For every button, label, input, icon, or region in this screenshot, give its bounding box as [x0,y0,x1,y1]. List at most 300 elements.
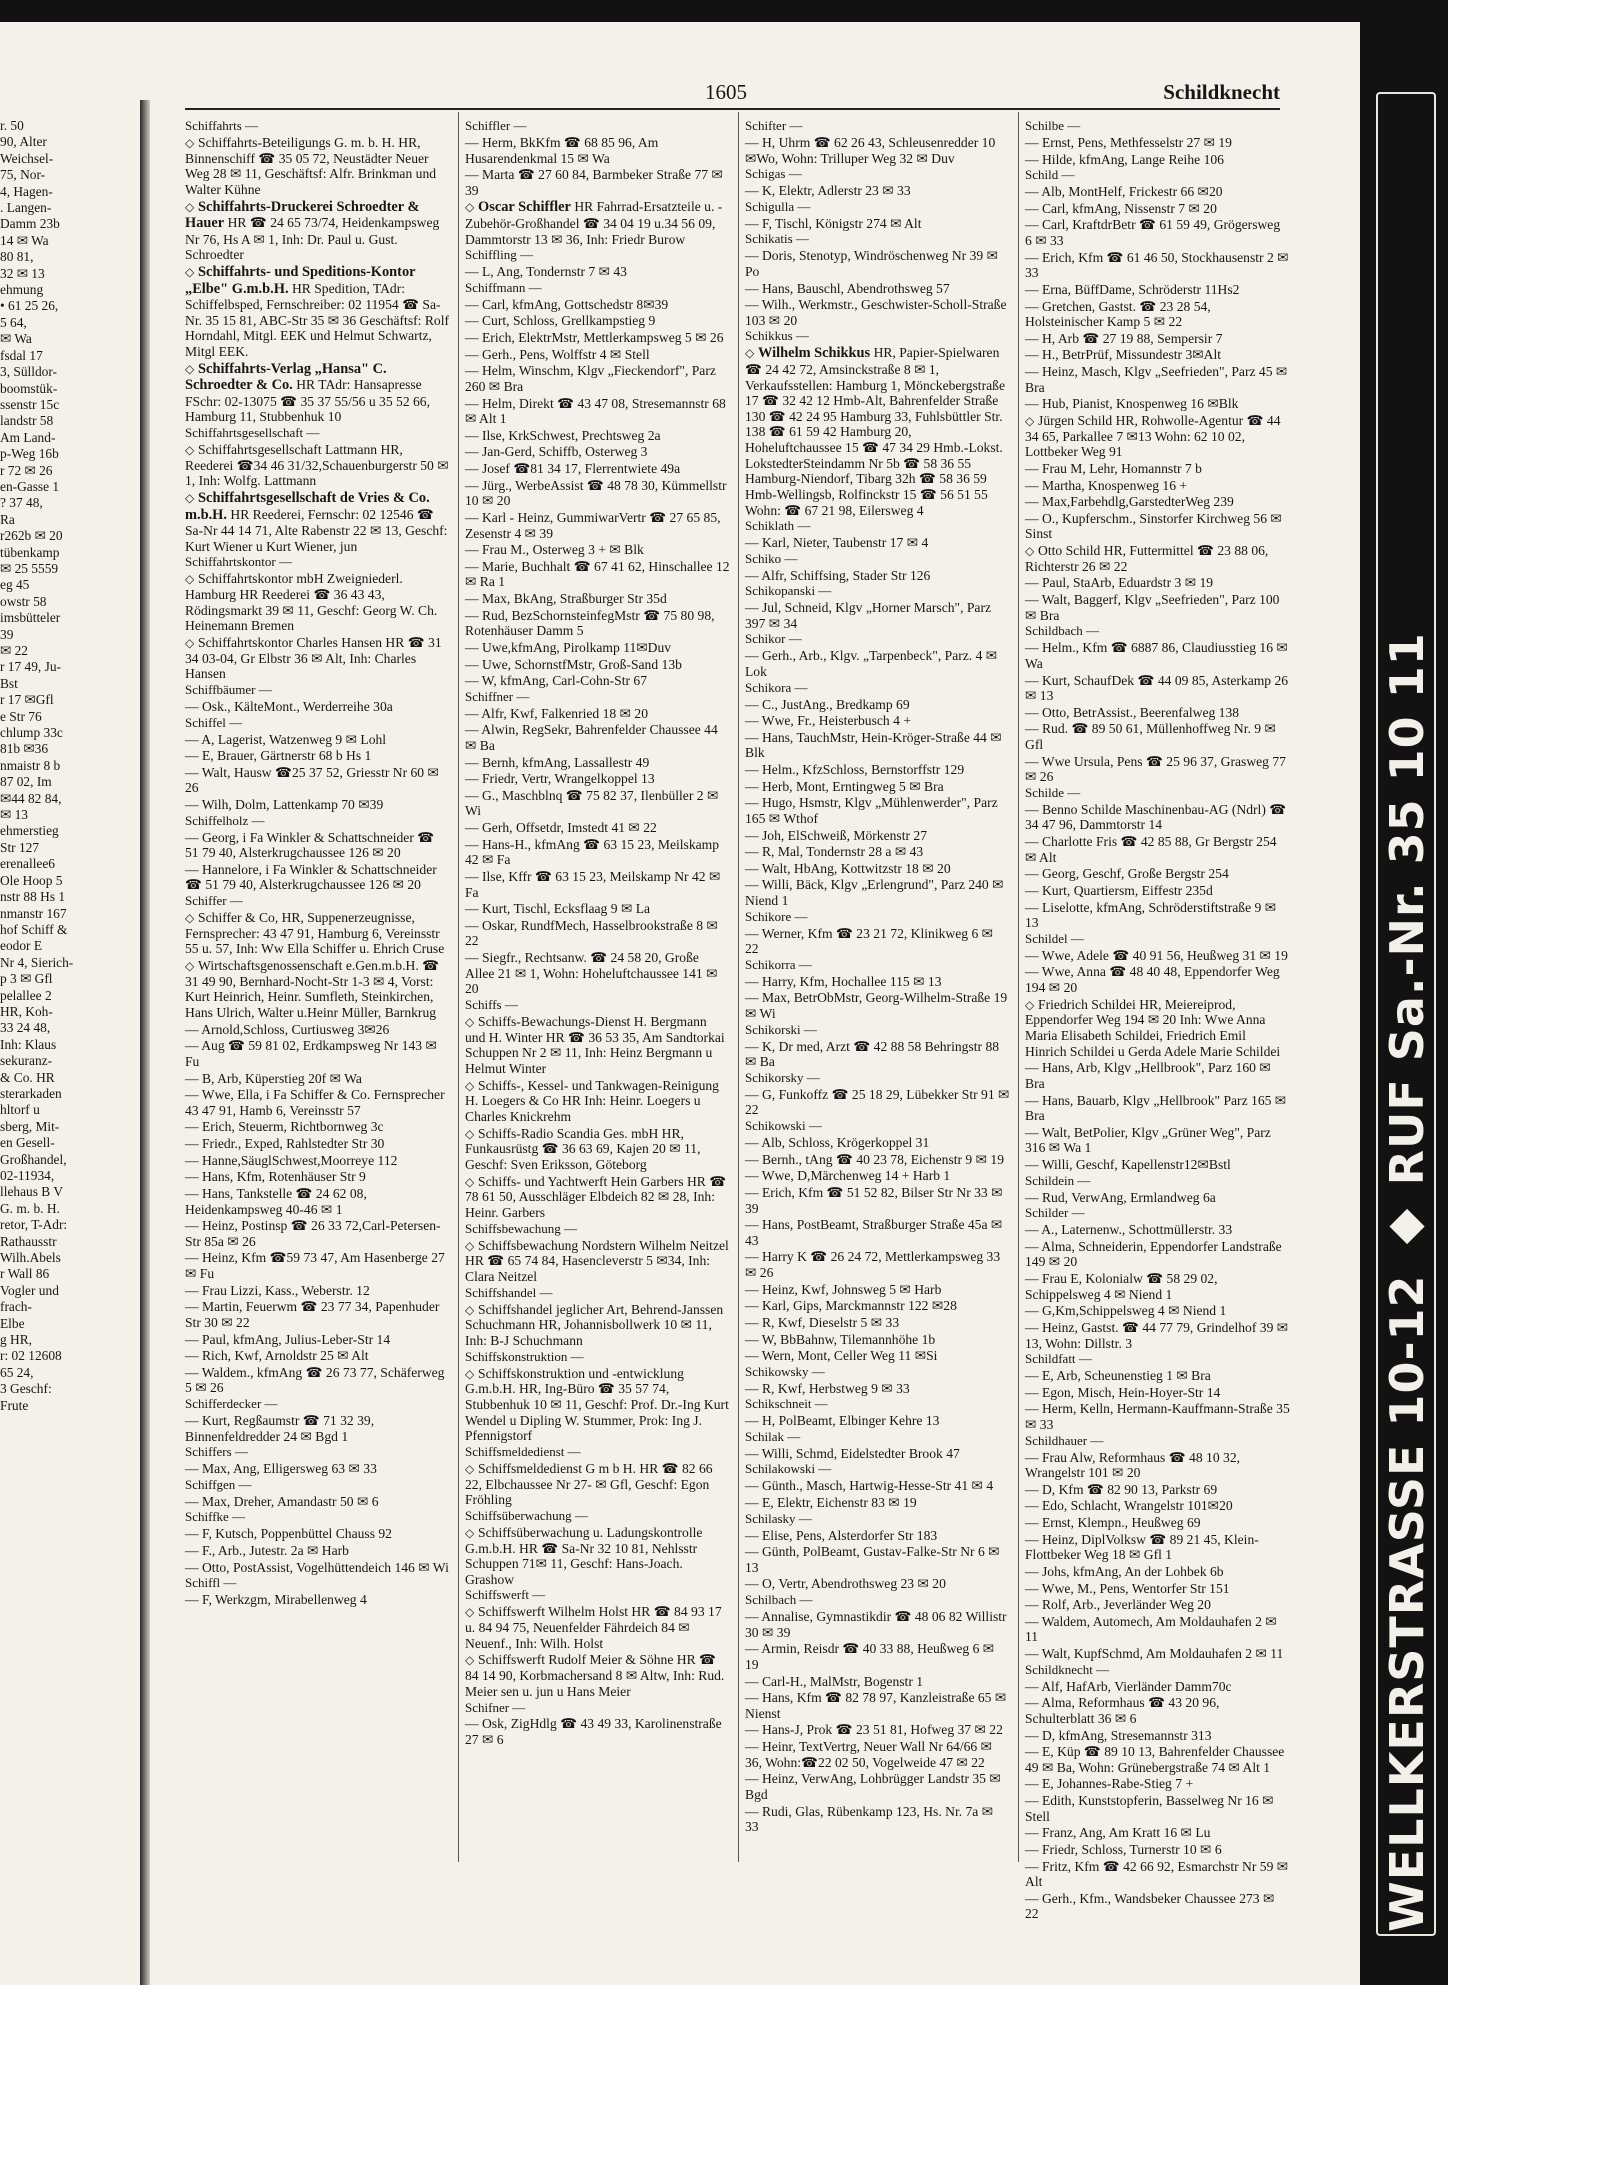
entry-text: — Ilse, KrkSchwest, Prechtsweg 2a [465,427,661,443]
directory-entry [185,1218,450,1249]
edge-fragment: e Str 76 [0,708,42,724]
business-entry [465,1461,730,1508]
directory-entry [745,1348,1010,1364]
directory-entry [745,1217,1010,1248]
directory-entry [1025,1125,1290,1156]
entry-text: — Oskar, RundfMech, Hasselbrookstraße 8 ✉ 22 [465,917,718,949]
edge-fragment: Inh: Klaus [0,1036,57,1052]
entry-text: — G,Km,Schippelsweg 4 ✉ Niend 1 [1025,1303,1227,1319]
entry-text: — Frau Alw, Reformhaus ☎ 48 10 32, Wrangelstr 101 ✉ 20 [1025,1449,1241,1481]
business-entry [185,635,450,682]
directory-entry [1025,1093,1290,1124]
edge-fragment: 14 ✉ Wa [0,232,49,248]
entry-text: — Max, Ang, Elligersweg 63 ✉ 33 [185,1461,377,1477]
entry-text: Schiffsbewachung Nordstern Wilhelm Neitzel HR ☎ 65 74 84, Hasencleverstr 5 ✉34, Inh: Clara Neitzel [465,1237,729,1285]
edge-fragment: ✉ 13 [0,807,28,823]
entry-text: — A, Lagerist, Watzenweg 9 ✉ Lohl [185,731,387,747]
directory-column-1 [185,118,450,1948]
directory-entry [185,1461,450,1477]
directory-entry [185,1413,450,1444]
edge-fragment: Ole Hoop 5 [0,872,63,888]
entry-text: — Herb, Mont, Erntingweg 5 ✉ Bra [745,778,944,794]
directory-entry [745,779,1010,795]
directory-entry [465,559,730,590]
entry-text: — Max,Farbehdlg,GarstedterWeg 239 [1025,494,1234,510]
diamond-icon: ◇ [185,635,199,650]
directory-entry [465,363,730,394]
entry-text: — Gerh., Pens, Wolffstr 4 ✉ Stell [465,346,650,362]
entry-text: — Paul, StaArb, Eduardstr 3 ✉ 19 [1025,575,1214,591]
entry-text: — Carl, kfmAng, Gottschedstr 8✉39 [465,296,669,312]
directory-entry [1025,1744,1290,1775]
entry-text: Schiffs-, Kessel- und Tankwagen-Reinigung H. Loegers & Co HR Inh: Heinr. Loegers u Charles Knickrehm [465,1077,719,1124]
entry-text: Schilak — [745,1428,801,1444]
diamond-icon: ◇ [465,1525,479,1540]
edge-fragment: . Langen- [0,200,52,216]
directory-entry [465,313,730,329]
edge-fragment: r 17 49, Ju- [0,659,61,675]
entry-text: — Ilse, Kffr ☎ 63 15 23, Meilskamp Nr 42 ✉ Fa [465,868,721,900]
directory-entry [1025,461,1290,477]
entry-text: — Hans, Kfm, Rotenhäuser Str 9 [185,1169,366,1185]
edge-fragment: nmaistr 8 b [0,757,61,773]
entry-text: — Wwe, Ella, i Fa Schiffer & Co. Fernsprecher 43 47 91, Hamb 6, Vereinsstr 57 [185,1087,445,1118]
directory-entry [185,797,450,813]
entry-text: — Max, BetrObMstr, Georg-Wilhelm-Straße 19 ✉ Wi [745,990,1008,1022]
directory-entry [1025,1385,1290,1401]
diamond-icon: ◇ [465,1461,479,1476]
entry-heading [745,681,1010,696]
entry-text: Schiffer — [185,893,243,909]
entry-heading [745,200,1010,215]
business-details: HR TAdr: Hansapresse FSchr: 02-13075 ☎ 35 37 55/56 u 35 52 66, Hamburg 11, Stubbenhuk 10 [185,377,431,425]
entry-text: — Hugo, Hsmstr, Klgv „Mühlenwerder", Parz 165 ✉ Wthof [745,795,998,826]
column-divider [738,112,739,1862]
directory-entry [745,1152,1010,1168]
entry-heading [185,555,450,570]
business-entry [185,571,450,634]
entry-text: — Erich, Kfm ☎ 61 46 50, Stockhausenstr 2 ✉ 33 [1025,249,1289,281]
directory-entry [1025,1728,1290,1744]
directory-entry [1025,640,1290,671]
entry-text: — Johs, kfmAng, An der Lohbek 6b [1025,1563,1224,1579]
business-entry [185,910,450,957]
running-head: Schildknecht [1163,80,1280,104]
edge-fragment: owstr 58 [0,593,47,609]
entry-text: — Wwe, Fr., Heisterbusch 4 + [745,713,911,729]
directory-entry [185,1526,450,1542]
entry-text: — Liselotte, kfmAng, Schröderstiftstraße 9 ✉ 13 [1025,899,1277,931]
entry-heading [185,1478,450,1493]
business-details: HR, Papier-Spielwaren ☎ 24 42 72, Amsinckstraße 8 ✉ 1, Verkaufsstellen: Hamburg 1, Mönckebergstraße 17 ☎ 32 42 12 Hmb-Alt, Bahrenfelder Straße 130 ☎ 42 24 95 Hamburg 33, Fuhlsbüttler Str. 138 ☎ 61 59 42 Hamburg 20, Hoheluftchaussee 15 ☎ 47 34 29 Hmb.-Lokst. LokstedterSteindamm Nr 5b ☎ 58 36 55 Hamburg-Niendorf, Tibarg 32h ☎ 58 36 59 Hmb-Wellingsb, Rolfinckstr 15 ☎ 56 51 55 Wohn: ☎ 67 21 98, Eilersweg 4 [745,345,1005,518]
edge-fragment: sberg, Mit- [0,1118,60,1134]
entry-text: — Gerh, Offsetdr, Imstedt 41 ✉ 22 [465,820,657,836]
entry-heading [465,690,730,705]
entry-text: — Alwin, RegSekr, Bahrenfelder Chaussee 44 ✉ Ba [465,722,718,753]
entry-text: — Alf, HafArb, Vierländer Damm70c [1025,1678,1232,1694]
directory-entry [185,1136,450,1152]
entry-text: Schiffke — [185,1509,246,1525]
entry-text: — R, Kwf, Dieselstr 5 ✉ 33 [745,1314,900,1330]
entry-text: Schild — [1025,167,1075,183]
directory-entry [1025,1679,1290,1695]
book-gutter [140,100,150,1985]
directory-entry [745,248,1010,279]
entry-text: — Helm., KfzSchloss, Bernstorffstr 129 [745,762,965,778]
directory-entry [1025,494,1290,510]
entry-heading [1025,1663,1290,1678]
directory-entry [185,1592,450,1608]
directory-entry [1025,1157,1290,1173]
edge-fragment: 02-11934, [0,1168,55,1183]
directory-entry [1025,184,1290,200]
edge-fragment: & Co. HR [0,1069,55,1085]
entry-text: — E, Johannes-Rabe-Stieg 7 + [1025,1776,1194,1792]
directory-entry [1025,250,1290,281]
entry-text: — Hans, Tankstelle ☎ 24 62 08, Heidenkampsweg 40-46 ✉ 1 [185,1185,367,1217]
entry-text: — Jürg., WerbeAssist ☎ 48 78 30, Kümmellstr 10 ✉ 20 [465,477,727,509]
entry-text: Schiklath — [745,518,811,534]
directory-entry [465,869,730,900]
entry-text: — Rud. ☎ 89 50 61, Müllenhoffweg Nr. 9 ✉ Gfl [1025,721,1276,753]
entry-text: — K, Elektr, Adlerstr 23 ✉ 33 [745,183,911,199]
directory-entry [1025,331,1290,347]
entry-text: — R, Kwf, Herbstweg 9 ✉ 33 [745,1380,910,1396]
directory-entry [465,901,730,917]
previous-page-edge [0,118,138,1948]
edge-fragment: r. 50 [0,118,24,133]
directory-entry [1025,673,1290,704]
entry-text: — Heinz, Kwf, Johnsweg 5 ✉ Harb [745,1281,942,1297]
entry-heading [745,584,1010,599]
entry-text: — Alb, Schloss, Krögerkoppel 31 [745,1135,930,1150]
page-number: 1605 [705,80,747,104]
entry-text: — Gretchen, Gastst. ☎ 23 28 54, Holsteinischer Kamp 5 ✉ 22 [1025,298,1211,330]
entry-text: Schiffs-Radio Scandia Ges. mbH HR, Funkausrüstg ☎ 36 63 69, Kajen 20 ✉ 11, Geschf: Sven Eriksson, Göteborg [465,1125,701,1173]
directory-entry [1025,1271,1290,1302]
entry-heading [1025,932,1290,947]
entry-text: Schilasky — [745,1510,812,1526]
entry-text: — Walt, Baggerf, Klgv „Seefrieden", Parz 100 ✉ Bra [1025,592,1280,623]
entry-text: — W, BbBahnw, Tilemannhöhe 1b [745,1331,936,1347]
business-name: Schiffahrts-Verlag „Hansa" C. Schroedter & Co. [185,360,387,394]
edge-fragment: 75, Nor- [0,167,46,183]
directory-entry [1025,217,1290,248]
entry-text: — Harry, Kfm, Hochallee 115 ✉ 13 [745,973,942,989]
directory-entry [745,1185,1010,1216]
directory-entry [745,1804,1010,1835]
directory-entry [1025,1859,1290,1890]
entry-text: Schiffsüberwachung — [465,1507,588,1523]
edge-fragment: Ra [0,511,15,527]
directory-entry [465,478,730,509]
entry-heading [465,998,730,1013]
entry-text: — K, Dr med, Arzt ☎ 42 88 58 Behringstr 88 ✉ Ba [745,1038,1000,1070]
directory-entry [465,1716,730,1747]
diamond-icon: ◇ [1025,544,1039,559]
entry-heading [745,1430,1010,1445]
entry-text: Schiffelholz — [185,812,265,828]
entry-text: — Rud, BezSchornsteinfegMstr ☎ 75 80 98, Rotenhäuser Damm 5 [465,607,715,639]
entry-text: — Jan-Gerd, Schiffb, Osterweg 3 [465,444,648,460]
entry-text: — Walt, BetPolier, Klgv „Grüner Weg", Parz 316 ✉ Wa 1 [1025,1124,1271,1156]
directory-entry [745,990,1010,1021]
entry-text: — Hans, Arb, Klgv „Hellbrook", Parz 160 ✉ Bra [1025,1060,1271,1091]
entry-text: — Ernst, Pens, Methfesselstr 27 ✉ 19 [1025,134,1232,150]
edge-fragment: Weichsel- [0,150,54,166]
entry-heading [465,1509,730,1524]
entry-heading [185,683,450,698]
directory-entry [745,877,1010,908]
entry-heading [465,1588,730,1603]
entry-text: Schilbe — [1025,118,1081,133]
entry-text: — Rich, Kwf, Arnoldstr 25 ✉ Alt [185,1348,369,1364]
entry-text: — Georg, i Fa Winkler & Schattschneider ☎ 51 79 40, Alsterkrugchaussee 126 ✉ 20 [185,829,435,861]
edge-fragment: en-Gasse 1 [0,478,60,494]
entry-text: — W, kfmAng, Carl-Cohn-Str 67 [465,673,648,689]
entry-text: — Helm, Direkt ☎ 43 47 08, Stresemannstr 68 ✉ Alt 1 [465,395,726,427]
edge-fragment: frach- [0,1299,32,1315]
entry-text: — Walt, KupfSchmd, Am Moldauhafen 2 ✉ 11 [1025,1646,1284,1662]
entry-text: — Gerh., Arb., Klgv. „Tarpenbeck", Parz. 4 ✉ Lok [745,648,998,679]
directory-entry [1025,1401,1290,1432]
entry-text: — D, kfmAng, Stresemannstr 313 [1025,1727,1212,1743]
directory-entry [1025,1564,1290,1580]
directory-column-2 [465,118,730,1948]
entry-text: Schiffswerft Wilhelm Holst HR ☎ 84 93 17 u. 84 94 75, Neuenfelder Fährdeich 84 ✉ Neuenf., Inh: Wilh. Holst [465,1604,722,1651]
directory-entry [465,673,730,689]
entry-text: — Kurt, Regßaumstr ☎ 71 32 39, Binnenfeldredder 24 ✉ Bgd 1 [185,1413,375,1444]
diamond-icon: ◇ [185,959,199,974]
entry-text: — Hans-H., kfmAng ☎ 63 15 23, Meilskamp 42 ✉ Fa [465,836,720,868]
directory-entry [1025,135,1290,151]
diamond-icon: ◇ [1025,413,1039,428]
directory-entry [465,297,730,313]
entry-text: Schikopanski — [745,583,832,599]
directory-entry [185,1250,450,1281]
entry-text: — Osk., KälteMont., Werderreihe 30a [185,698,393,714]
entry-text: — Wwe Ursula, Pens ☎ 25 96 37, Grasweg 77 ✉ 26 [1025,753,1286,785]
diamond-icon: ◇ [185,490,199,505]
directory-entry [745,1528,1010,1544]
entry-text: Schikora — [745,679,808,695]
directory-entry [1025,1581,1290,1597]
directory-entry [745,135,1010,166]
entry-text: — Heinz, Masch, Klgv „Seefrieden", Parz 45 ✉ Bra [1025,364,1288,395]
edge-fragment: Bst [0,675,18,691]
diamond-icon: ◇ [465,1174,479,1189]
directory-entry [745,1446,1010,1462]
entry-heading [1025,1352,1290,1367]
directory-entry [185,748,450,764]
entry-text: — H, Uhrm ☎ 62 26 43, Schleusenredder 10 ✉Wo, Wohn: Trilluper Weg 32 ✉ Duv [745,134,996,166]
diamond-icon: ◇ [465,1605,479,1620]
directory-entry [745,1332,1010,1348]
directory-entry [1025,1891,1290,1922]
edge-fragment: ✉ 22 [0,643,28,658]
entry-text: — Karl, Nieter, Taubenstr 17 ✉ 4 [745,535,929,551]
edge-fragment: Damm 23b [0,216,60,232]
entry-text: Otto Schild HR, Futtermittel ☎ 23 88 06, Richterstr 26 ✉ 22 [1025,543,1269,574]
entry-text: — G, Funkoffz ☎ 25 18 29, Lübekker Str 91 ✉ 22 [745,1086,1010,1118]
directory-entry [1025,1450,1290,1481]
entry-text: Schigulla — [745,198,811,214]
directory-entry [745,1609,1010,1640]
directory-entry [185,1560,450,1576]
entry-text: — Hanne,SäuglSchwest,Moorreye 112 [185,1152,398,1168]
directory-entry [1025,347,1290,363]
entry-heading [745,119,1010,134]
entry-text: — Alma, Reformhaus ☎ 43 20 96, Schulterblatt 36 ✉ 6 [1025,1695,1220,1726]
entry-heading [745,1512,1010,1527]
entry-text: Schilder — [1025,1205,1085,1221]
edge-fragment: ✉44 82 84, [0,790,62,806]
directory-column-4 [1025,118,1290,1948]
diamond-icon: ◇ [185,135,199,150]
entry-text: — O., Kupferschm., Sinstorfer Kirchweg 56 ✉ Sinst [1025,510,1282,542]
business-name: Oscar Schiffler [478,199,571,216]
directory-entry [745,1576,1010,1592]
directory-entry [465,135,730,166]
entry-text: Schiffers — [185,1444,248,1460]
directory-entry [745,281,1010,297]
directory-entry [745,697,1010,713]
entry-text: — Erich, ElektrMstr, Mettlerkampsweg 5 ✉ 26 [465,330,724,345]
entry-text: — H, Arb ☎ 27 19 88, Sempersir 7 [1025,330,1223,346]
directory-entry [465,640,730,656]
entry-text: — Hans, Bauschl, Abendrothsweg 57 [745,280,950,296]
business-details: HR Fahrrad-Ersatzteile u. -Zubehör-Großhandel ☎ 34 04 19 u.34 56 09, Dammtorstr 13 ✉ 36, Inh: Friedr Burow [465,199,723,247]
entry-text: — Osk, ZigHdlg ☎ 43 49 33, Karolinenstraße 27 ✉ 6 [465,1716,722,1748]
entry-text: — Harry K ☎ 26 24 72, Mettlerkampsweg 33 ✉ 26 [745,1249,1001,1280]
entry-heading [745,1462,1010,1477]
entry-text: Schildfatt — [1025,1351,1092,1367]
entry-text: — F., Arb., Jutestr. 2a ✉ Harb [185,1542,349,1558]
entry-text: — Helm., Kfm ☎ 6887 86, Claudiusstieg 16 ✉ Wa [1025,640,1288,671]
entry-text: — A., Laternenw., Schottmüllerstr. 33 [1025,1222,1233,1238]
directory-entry [465,820,730,836]
directory-entry [1025,1190,1290,1206]
entry-text: — Doris, Stenotyp, Windröschenweg Nr 39 ✉ Po [745,248,998,279]
entry-text: Schiffskonstruktion und -entwicklung G.m.b.H. HR, Ing-Büro ☎ 35 57 74, Stubbenhuk 10 ✉ 11, Geschf: Prof. Dr.-Ing Kurt Wendel u Dipling W. Stummer, Prok: Ing J. Pfennigstorf [465,1365,729,1444]
directory-entry [1025,1695,1290,1726]
entry-text: — Max, Dreher, Amandastr 50 ✉ 6 [185,1493,379,1509]
entry-heading [745,552,1010,567]
directory-column-3 [745,118,1010,1948]
entry-text: — Jul, Schneid, Klgv „Horner Marsch", Parz 397 ✉ 34 [745,600,992,631]
entry-heading [185,426,450,441]
entry-text: — Heinz, Postinsp ☎ 26 33 72,Carl-Petersen-Str 85a ✉ 26 [185,1218,441,1249]
edge-fragment: sekuranz- [0,1053,53,1069]
entry-heading [465,248,730,263]
entry-text: — O, Vertr, Abendrothsweg 23 ✉ 20 [745,1576,946,1592]
entry-text: — Alfr, Schiffsing, Stader Str 126 [745,567,931,583]
directory-entry [1025,1793,1290,1824]
entry-text: — Heinz, DiplVolksw ☎ 89 21 45, Klein-Flottbeker Weg 18 ✉ Gfl 1 [1025,1531,1259,1563]
entry-text: — Carl, KraftdrBetr ☎ 61 59 49, Grögersweg 6 ✉ 33 [1025,217,1281,248]
entry-text: Schiffs- und Yachtwerft Hein Garbers HR ☎ 78 61 50, Ausschläger Elbdeich 82 ✉ 28, Inh: Heinr. Garbers [465,1173,727,1221]
directory-entry [745,568,1010,584]
entry-text: Schigas — [745,166,802,182]
entry-text: — Curt, Schloss, Grellkampstieg 9 [465,313,656,329]
directory-entry [185,1494,450,1510]
directory-entry [745,1087,1010,1118]
entry-text: Schildel — [1025,930,1084,946]
edge-fragment: hltorf u [0,1102,40,1118]
entry-text: — Walt, HbAng, Kottwitzstr 18 ✉ 20 [745,860,951,876]
entry-text: Schiffs — [465,996,518,1012]
edge-fragment: erenallee6 [0,856,56,872]
entry-text: — Hans, TauchMstr, Hein-Kröger-Straße 44 ✉ Blk [745,729,1002,761]
edge-fragment: 33 24 48, [0,1020,51,1036]
entry-text: Schikowsky — [745,1363,825,1379]
edge-fragment: Am Land- [0,429,56,445]
edge-fragment: g HR, [0,1332,32,1348]
edge-fragment: 5 64, [0,314,27,330]
directory-entry [1025,592,1290,623]
entry-text: Schiffsbewachung — [465,1220,578,1236]
entry-text: Schikor — [745,631,802,647]
entry-text: Friedrich Schildei HR, Meiereiprod, Eppendorfer Weg 194 ✉ 20 Inh: Wwe Anna Maria Elisabeth Schildei, Friedrich Emil Hinrich Schildei u Gerda Adele Marie Schildei [1025,996,1281,1059]
edge-fragment: chlump 33c [0,725,63,741]
entry-text: — Waldem, Automech, Am Moldauhafen 2 ✉ 11 [1025,1613,1277,1645]
entry-text: — Martha, Knospenweg 16 + [1025,477,1188,493]
diamond-icon: ◇ [465,1302,479,1317]
edge-fragment: 3 Geschf: [0,1381,52,1397]
directory-entry [465,444,730,460]
entry-heading [745,1365,1010,1380]
entry-text: — Max, BkAng, Straßburger Str 35d [465,591,667,606]
directory-entry [465,788,730,819]
entry-text: — Wern, Mont, Celler Weg 11 ✉Si [745,1348,938,1364]
page-header [185,80,1280,108]
business-entry [465,199,730,247]
directory-entry [745,713,1010,729]
directory-entry [1025,900,1290,931]
entry-heading [185,1397,450,1412]
entry-heading [185,1510,450,1525]
entry-text: — Carl, kfmAng, Nissenstr 7 ✉ 20 [1025,200,1217,216]
directory-entry [465,771,730,787]
entry-text: — Kurt, Quartiersm, Eiffestr 235d [1025,882,1213,898]
entry-heading [1025,1206,1290,1221]
directory-entry [745,1641,1010,1672]
directory-entry [1025,1842,1290,1858]
edge-fragment: eodor E [0,938,43,954]
edge-fragment: r 72 ✉ 26 [0,462,53,478]
entry-heading [465,1350,730,1365]
edge-fragment: nmanstr 167 [0,905,67,921]
directory-entry [465,722,730,753]
edge-fragment: hof Schiff & [0,921,68,937]
entry-text: Schiffler — [465,118,527,133]
entry-text: — Benno Schilde Maschinenbau-AG (Ndrl) ☎ 34 47 96, Dammtorstr 14 [1025,801,1287,833]
directory-entry [1025,1597,1290,1613]
entry-text: — Günth, PolBeamt, Gustav-Falke-Str Nr 6 ✉ 13 [745,1544,1000,1575]
edge-fragment: r262b ✉ 20 [0,528,63,544]
edge-fragment: tübenkamp [0,544,60,560]
directory-entry [185,1087,450,1118]
business-details: HR Reederei, Fernschr: 02 12546 ☎ Sa-Nr 44 14 71, Alte Rabenstr 22 ✉ 13, Geschf: Kurt Wiener u Kurt Wiener, jun [185,506,448,554]
entry-text: — Franz, Ang, Am Kratt 16 ✉ Lu [1025,1825,1211,1841]
entry-text: Schiffner — [465,688,530,704]
entry-heading [1025,624,1290,639]
directory-entry [745,1282,1010,1298]
entry-text: Schiffahrts — [185,118,259,133]
entry-text: Schiffsmeldedienst — [465,1443,581,1459]
entry-text: Jürgen Schild HR, Rohwolle-Agentur ☎ 44 34 65, Parkallee 7 ✉13 Wohn: 62 10 02, Lottbeker Weg 91 [1025,412,1281,460]
header-rule [185,108,1280,110]
